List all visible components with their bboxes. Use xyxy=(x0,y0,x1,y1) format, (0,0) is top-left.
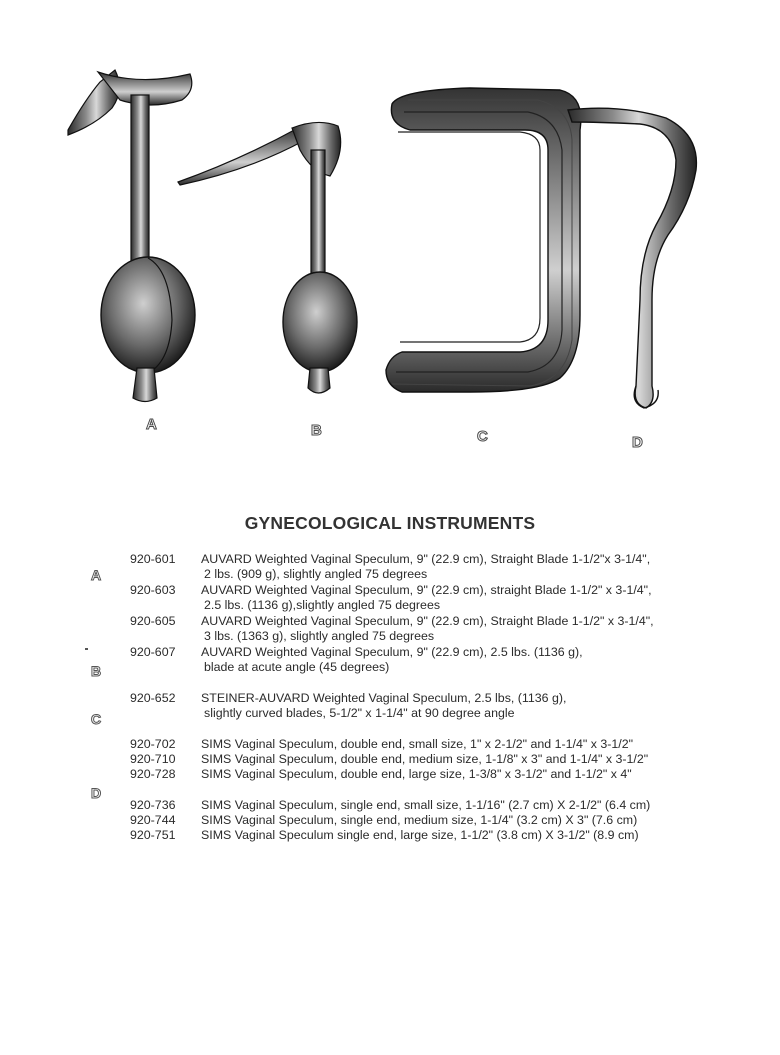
group-letter-b: B xyxy=(91,663,102,679)
description-line-1: STEINER-AUVARD Weighted Vaginal Speculum, 2.5 lbs, (1136 g), xyxy=(201,691,567,705)
instrument-drawings xyxy=(0,0,780,460)
group-letter-c: C xyxy=(91,711,102,727)
product-description xyxy=(201,614,761,644)
product-code: 920-702 xyxy=(130,737,176,751)
product-code: 920-652 xyxy=(130,691,176,705)
description-line-1: AUVARD Weighted Vaginal Speculum, 9" (22.9 cm), 2.5 lbs. (1136 g), xyxy=(201,645,583,659)
page-title: GYNECOLOGICAL INSTRUMENTS xyxy=(244,513,536,533)
product-description: SIMS Vaginal Speculum, double end, medium size, 1-1/8" x 3" and 1-1/4" x 3-1/2" xyxy=(201,752,649,766)
product-code: 920-710 xyxy=(130,752,176,766)
instrument-illustrations xyxy=(0,0,780,460)
description-line-2: 2.5 lbs. (1136 g),slightly angled 75 degrees xyxy=(204,598,441,612)
product-code: 920-736 xyxy=(130,798,176,812)
product-code: 920-728 xyxy=(130,767,176,781)
group-letter-d: D xyxy=(91,785,102,801)
figure-label-b: B xyxy=(311,422,322,439)
instrument-a-drawing xyxy=(68,70,195,402)
instrument-b-drawing xyxy=(178,122,357,393)
stray-mark xyxy=(85,648,88,650)
instrument-d-drawing xyxy=(568,108,696,408)
product-code: 920-601 xyxy=(130,552,176,566)
description-line-2: blade at acute angle (45 degrees) xyxy=(204,660,390,674)
product-code: 920-744 xyxy=(130,813,176,827)
product-description: SIMS Vaginal Speculum single end, large size, 1-1/2" (3.8 cm) X 3-1/2" (8.9 cm) xyxy=(201,828,639,842)
figure-label-d: D xyxy=(632,434,643,451)
product-code: 920-603 xyxy=(130,583,176,597)
description-line-2: 3 lbs. (1363 g), slightly angled 75 degrees xyxy=(204,629,435,643)
product-description: SIMS Vaginal Speculum, double end, large size, 1-3/8" x 3-1/2" and 1-1/2" x 4" xyxy=(201,767,632,781)
description-line-1: AUVARD Weighted Vaginal Speculum, 9" (22.9 cm), Straight Blade 1-1/2" x 3-1/4", xyxy=(201,614,654,628)
product-description: SIMS Vaginal Speculum, double end, small size, 1" x 2-1/2" and 1-1/4" x 3-1/2" xyxy=(201,737,633,751)
product-description: SIMS Vaginal Speculum, single end, medium size, 1-1/4" (3.2 cm) X 3" (7.6 cm) xyxy=(201,813,638,827)
group-letter-a: A xyxy=(91,567,102,583)
product-description xyxy=(201,552,761,582)
description-line-1: AUVARD Weighted Vaginal Speculum, 9" (22.9 cm), Straight Blade 1-1/2"x 3-1/4", xyxy=(201,552,651,566)
product-description xyxy=(201,691,761,721)
product-description: SIMS Vaginal Speculum, single end, small size, 1-1/16" (2.7 cm) X 2-1/2" (6.4 cm) xyxy=(201,798,651,812)
instrument-c-drawing xyxy=(386,88,581,392)
description-line-1: AUVARD Weighted Vaginal Speculum, 9" (22.9 cm), straight Blade 1-1/2" x 3-1/4", xyxy=(201,583,652,597)
figure-label-a: A xyxy=(146,416,157,433)
product-code: 920-605 xyxy=(130,614,176,628)
product-code: 920-607 xyxy=(130,645,176,659)
product-description xyxy=(201,645,761,675)
figure-label-c: C xyxy=(477,428,488,445)
product-code: 920-751 xyxy=(130,828,176,842)
product-description xyxy=(201,583,761,613)
description-line-2: 2 lbs. (909 g), slightly angled 75 degrees xyxy=(204,567,428,581)
description-line-2: slightly curved blades, 5-1/2" x 1-1/4" at 90 degree angle xyxy=(204,706,515,720)
